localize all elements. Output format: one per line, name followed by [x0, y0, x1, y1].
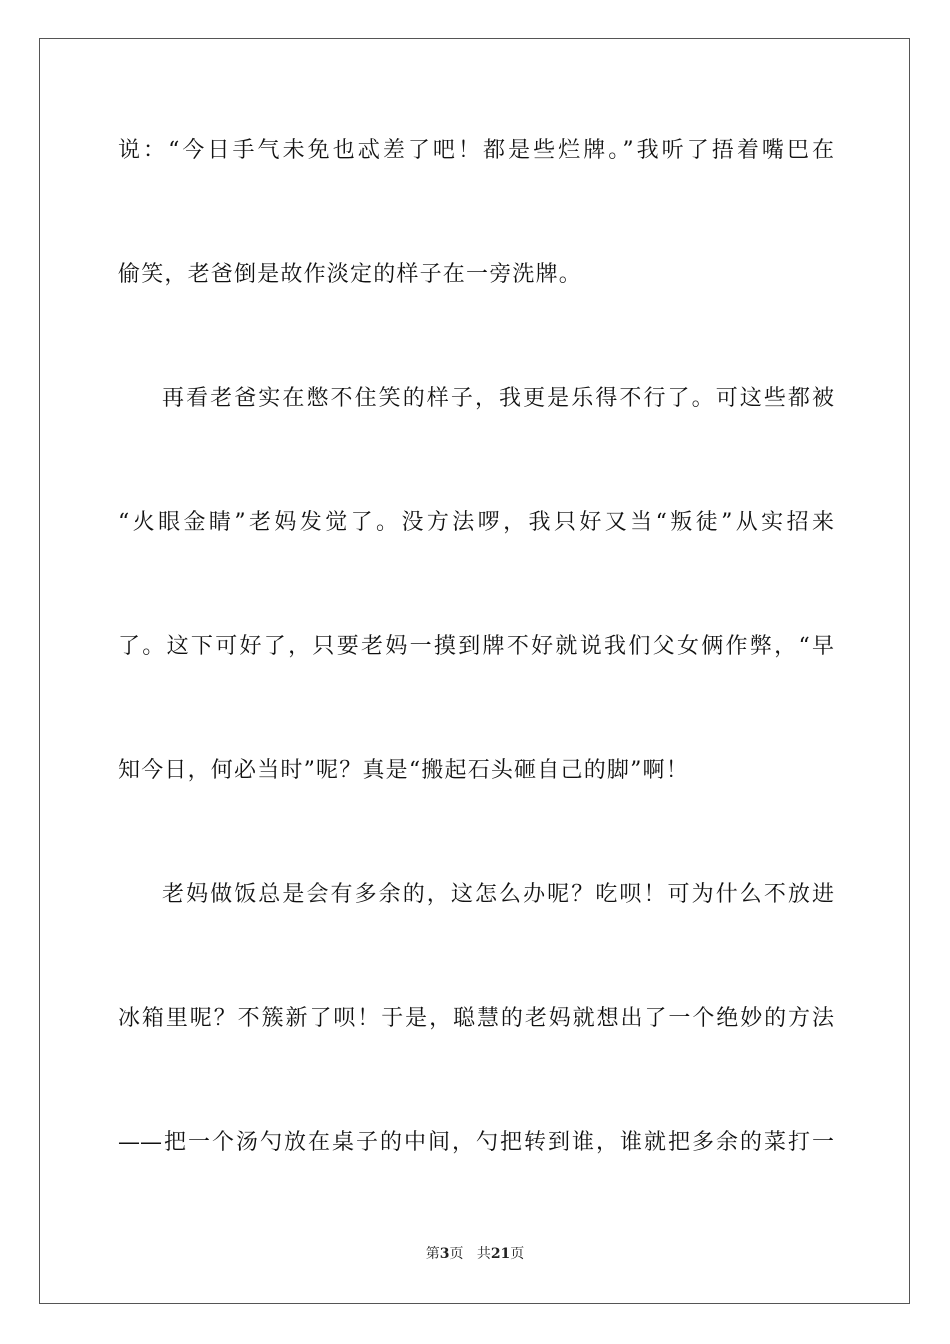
total-suffix: 页	[510, 1246, 525, 1262]
page-prefix: 第	[425, 1246, 440, 1262]
total-prefix: 共	[476, 1246, 491, 1262]
text-line-7: 老妈做饭总是会有多余的，这怎么办呢？吃呗！可为什么不放进	[162, 882, 834, 907]
text-line-2: 偷笑，老爸倒是故作淡定的样子在一旁洗牌。	[118, 262, 583, 287]
text-line-3: 再看老爸实在憋不住笑的样子，我更是乐得不行了。可这些都被	[162, 386, 834, 411]
text-line-5: 了。这下可好了，只要老妈一摸到牌不好就说我们父女俩作弊，“早	[118, 634, 834, 659]
page-footer	[0, 1245, 950, 1263]
page-number: 3	[439, 1246, 450, 1262]
page-suffix: 页	[449, 1246, 464, 1262]
text-line-8: 冰箱里呢？不簇新了呗！于是，聪慧的老妈就想出了一个绝妙的方法	[118, 1006, 834, 1031]
text-line-4: “火眼金睛”老妈发觉了。没方法啰，我只好又当“叛徒”从实招来	[118, 510, 834, 535]
total-pages: 21	[490, 1246, 511, 1262]
text-line-6: 知今日，何必当时”呢？真是“搬起石头砸自己的脚”啊！	[118, 758, 689, 783]
page-border	[39, 38, 910, 1304]
text-line-9: ——把一个汤勺放在桌子的中间，勺把转到谁，谁就把多余的菜打一	[118, 1130, 834, 1155]
text-line-1: 说：“今日手气未免也忒差了吧！都是些烂牌。”我听了捂着嘴巴在	[118, 138, 834, 163]
